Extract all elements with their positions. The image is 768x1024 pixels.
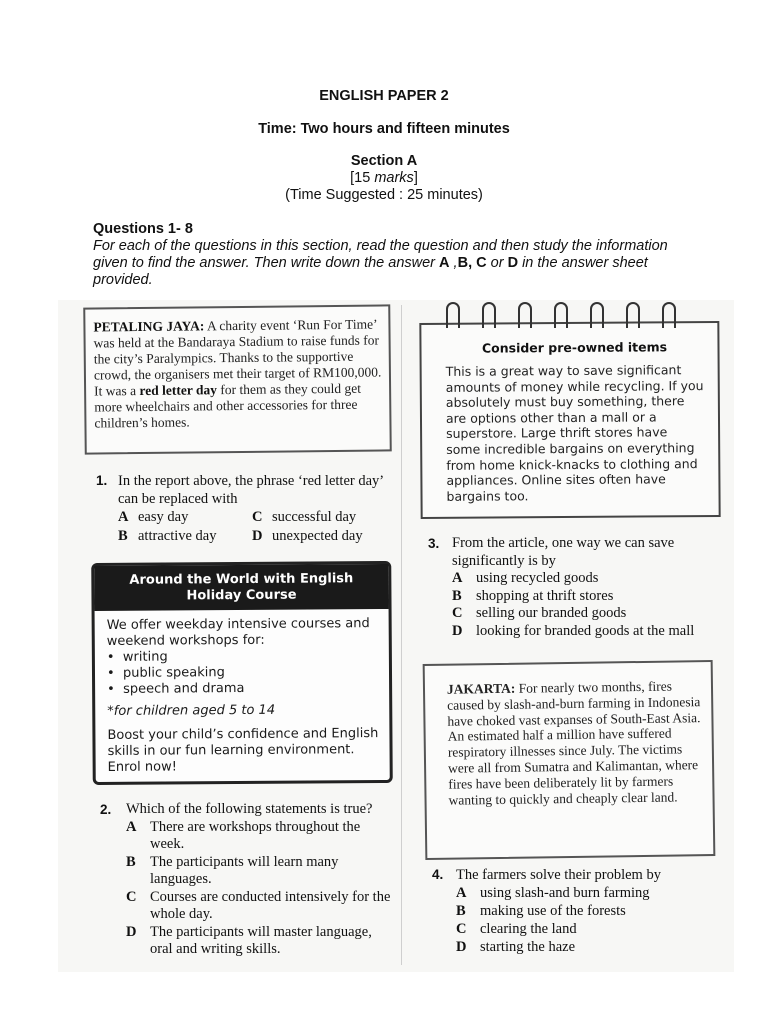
notepad-body: This is a great way to save significant amounts of money while recycling. If you absolutely must buy something, there are options other than a mall or a superstore. Large thrift stores have some incredible bargains on everything from home knick-knacks to clothing and appliances. Online sites often have bargains too. xyxy=(445,362,704,504)
jakarta-dateline: JAKARTA: xyxy=(446,680,516,697)
q3-option-text: looking for branded goods at the mall xyxy=(476,622,695,639)
advert-list-item: • writing xyxy=(107,648,379,666)
q3-number: 3. xyxy=(428,536,440,551)
q2-option-letter: B xyxy=(126,853,136,870)
q4-option-letter: A xyxy=(456,885,467,901)
spiral-ring-icon xyxy=(446,302,460,328)
q2-option-text: The participants will learn many languages. xyxy=(150,853,339,887)
q2-option-letter: A xyxy=(126,818,137,835)
question-2 xyxy=(100,801,398,959)
q4-option-letter: D xyxy=(456,939,467,955)
advert-list-item: • public speaking xyxy=(107,664,379,682)
advert-boost: Boost your child’s confidence and English skills in our fun learning environment. Enrol now! xyxy=(107,726,379,775)
q4-option xyxy=(456,938,722,956)
advert-intro: We offer weekday intensive courses and weekend workshops for: xyxy=(106,616,370,649)
jakarta-text: For nearly two months, fires caused by slash-and-burn farming in Indonesia have choked vast expanses of South-East Asia. An estimated half a million have suffered respiratory illnesses since July. The victims were all from Sumatra and Kalimantan, where fires have been deliberately lit by farmers wanting to quickly and cheaply clear land. xyxy=(447,678,701,808)
instructions xyxy=(93,238,673,289)
q3-option xyxy=(452,570,728,588)
q3-option xyxy=(452,623,728,641)
q2-option xyxy=(126,819,398,854)
q4-option-text: clearing the land xyxy=(480,921,577,937)
spiral-ring-icon xyxy=(662,302,676,328)
marks-line xyxy=(0,170,768,186)
q3-option xyxy=(452,605,728,623)
q2-option-letter: D xyxy=(126,923,137,940)
instr-opt-d: D xyxy=(507,255,519,271)
report-box-petaling-jaya xyxy=(83,304,392,454)
q4-number: 4. xyxy=(432,867,444,882)
report-text-b: for them as they could get more wheelchairs and other accessories for three children’s homes. xyxy=(94,380,361,431)
q3-option-letter: C xyxy=(452,605,463,621)
q1-option xyxy=(118,527,252,545)
q4-option xyxy=(456,884,722,902)
q3-option-text: selling our branded goods xyxy=(476,605,627,621)
q3-option-letter: B xyxy=(452,587,462,604)
questions-heading: Questions 1- 8 xyxy=(93,221,193,237)
q2-number: 2. xyxy=(100,802,112,817)
q2-option xyxy=(126,854,398,889)
instructions-text: For each of the questions in this section, read the question and then study the information given to find the answer. Then write down the answer xyxy=(93,238,668,271)
q4-option-text: starting the haze xyxy=(480,939,576,955)
instr-opt-b: B, xyxy=(457,255,473,271)
report-highlight: red letter day xyxy=(139,382,218,399)
notepad-box-pre-owned xyxy=(419,321,720,519)
spiral-ring-icon xyxy=(482,302,496,328)
advert-list-item: • speech and drama xyxy=(107,680,379,698)
question-1 xyxy=(96,472,396,545)
q3-stem: From the article, one way we can save significantly is by xyxy=(452,535,675,569)
instr-opt-a: A xyxy=(439,255,450,271)
time-allowed: Time: Two hours and fifteen minutes xyxy=(258,121,510,137)
q1-option xyxy=(252,508,392,526)
suggested-time: (Time Suggested : 25 minutes) xyxy=(285,187,483,203)
instr-or: or xyxy=(486,255,508,271)
q4-option-text: making use of the forests xyxy=(480,903,626,919)
q4-option xyxy=(456,902,722,920)
spiral-ring-icon xyxy=(590,302,604,328)
spiral-ring-icon xyxy=(626,302,640,328)
q1-option-letter: B xyxy=(118,528,128,544)
notepad-heading: Consider pre-owned items xyxy=(481,339,668,356)
instr-sep-1: , xyxy=(449,255,458,271)
q1-number: 1. xyxy=(96,473,108,488)
q4-option-text: using slash-and burn farming xyxy=(480,885,650,901)
q1-stem: In the report above, the phrase ‘red letter day’ can be replaced with xyxy=(118,473,384,507)
q1-option-letter: C xyxy=(252,509,263,525)
q2-option-text: Courses are conducted intensively for the whole day. xyxy=(150,888,391,922)
instr-opt-c: C xyxy=(476,255,487,271)
q4-stem: The farmers solve their problem by xyxy=(456,867,661,883)
q4-option-letter: B xyxy=(456,903,466,919)
q2-option-text: There are workshops throughout the week. xyxy=(150,818,361,852)
spiral-ring-icon xyxy=(554,302,568,328)
q4-option-letter: C xyxy=(456,921,467,937)
marks-close: ] xyxy=(413,170,418,186)
marks-word: marks xyxy=(374,170,414,186)
q2-option-text: The participants will master language, oral and writing skills. xyxy=(150,923,372,957)
q2-option xyxy=(126,924,398,959)
q1-option-text: successful day xyxy=(272,509,357,525)
question-4 xyxy=(432,866,722,956)
q2-option-letter: C xyxy=(126,888,137,905)
q1-option xyxy=(252,527,392,545)
q3-option xyxy=(452,588,728,606)
column-divider xyxy=(401,305,402,965)
q3-option-text: using recycled goods xyxy=(476,570,599,586)
paper-title: ENGLISH PAPER 2 xyxy=(319,88,449,104)
advert-note: *for children aged 5 to 14 xyxy=(107,702,276,719)
report-box-jakarta xyxy=(423,660,716,860)
report-text-a: A charity event ‘Run For Time’ was held at the Bandaraya Stadium to raise funds for the city’s Paralympics. Thanks to the supportive crowd, the organisers met their target of RM100,000. It was a xyxy=(93,316,382,399)
q4-option xyxy=(456,920,722,938)
instructions-tail: in the answer sheet provided. xyxy=(93,255,648,288)
q1-option-letter: D xyxy=(252,528,263,544)
q2-stem: Which of the following statements is true? xyxy=(126,801,373,817)
q1-option-text: attractive day xyxy=(138,528,217,544)
advert-heading: Around the World with English Holiday Course xyxy=(94,564,388,611)
advert-list xyxy=(107,648,379,698)
q1-option-letter: A xyxy=(118,509,129,525)
q1-option-text: unexpected day xyxy=(272,528,363,544)
report-dateline: PETALING JAYA: xyxy=(93,318,205,335)
advert-box-holiday-course xyxy=(91,561,393,785)
section-heading: Section A xyxy=(350,153,418,169)
q1-option-text: easy day xyxy=(138,509,189,525)
notepad-spiral-rings xyxy=(446,302,706,330)
q3-option-letter: A xyxy=(452,570,463,586)
spiral-ring-icon xyxy=(518,302,532,328)
marks-open: [15 xyxy=(350,170,375,186)
q3-option-letter: D xyxy=(452,622,463,639)
question-3 xyxy=(428,535,728,640)
q3-option-text: shopping at thrift stores xyxy=(476,587,614,604)
q1-option xyxy=(118,508,252,526)
q2-option xyxy=(126,889,398,924)
